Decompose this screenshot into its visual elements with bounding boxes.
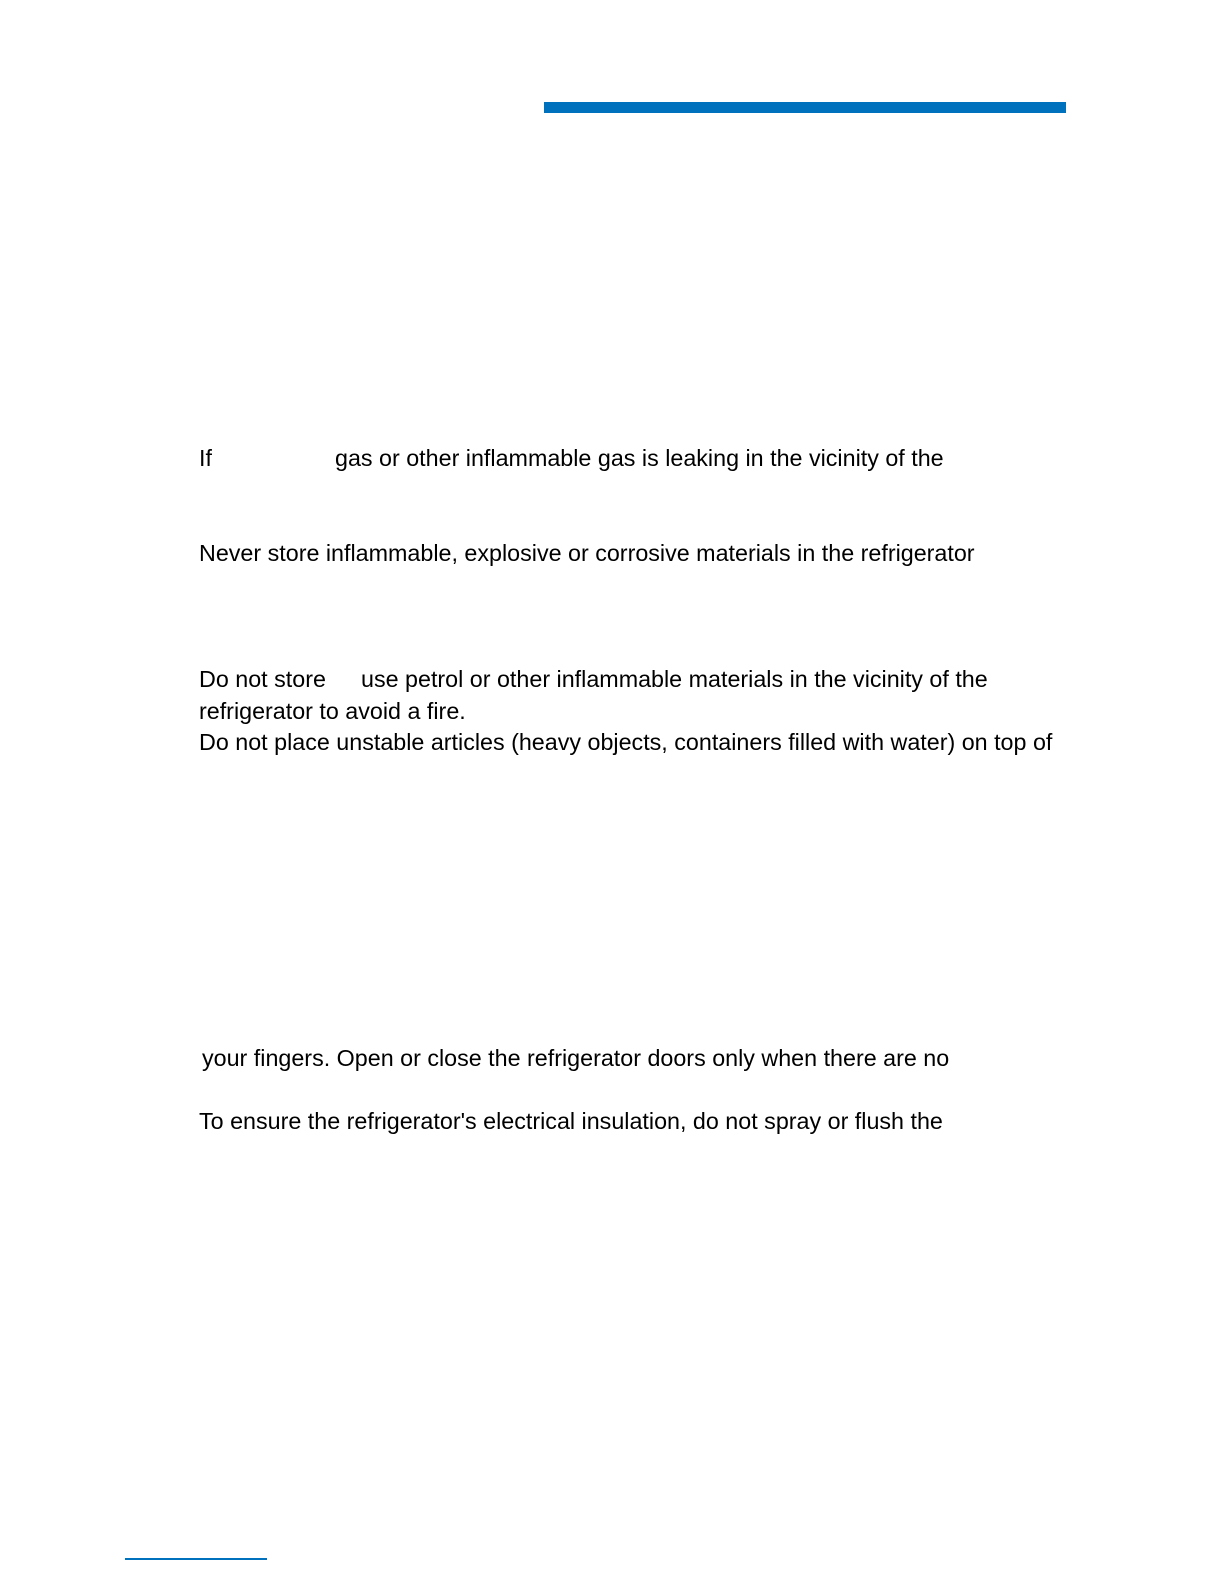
gas-leak-word-if: If xyxy=(199,445,212,471)
never-store-text: Never store inflammable, explosive or corrosive materials in the refrigerator xyxy=(199,540,975,566)
do-not-store-prefix: Do not store xyxy=(199,666,326,692)
fingers-text: your fingers. Open or close the refrigerator doors only when there are no xyxy=(202,1045,950,1071)
insulation-text: To ensure the refrigerator's electrical insulation, do not spray or flush the xyxy=(199,1108,943,1134)
footer-rule xyxy=(125,1558,267,1560)
do-not-store-text: use petrol or other inflammable materials in the vicinity of the xyxy=(361,666,988,692)
header-accent-bar xyxy=(544,102,1066,113)
do-not-store-line2: refrigerator to avoid a fire. xyxy=(199,698,466,724)
unstable-articles-text: Do not place unstable articles (heavy objects, containers filled with water) on top of xyxy=(199,729,1053,755)
gas-leak-text: gas or other inflammable gas is leaking in the vicinity of the xyxy=(335,445,944,471)
